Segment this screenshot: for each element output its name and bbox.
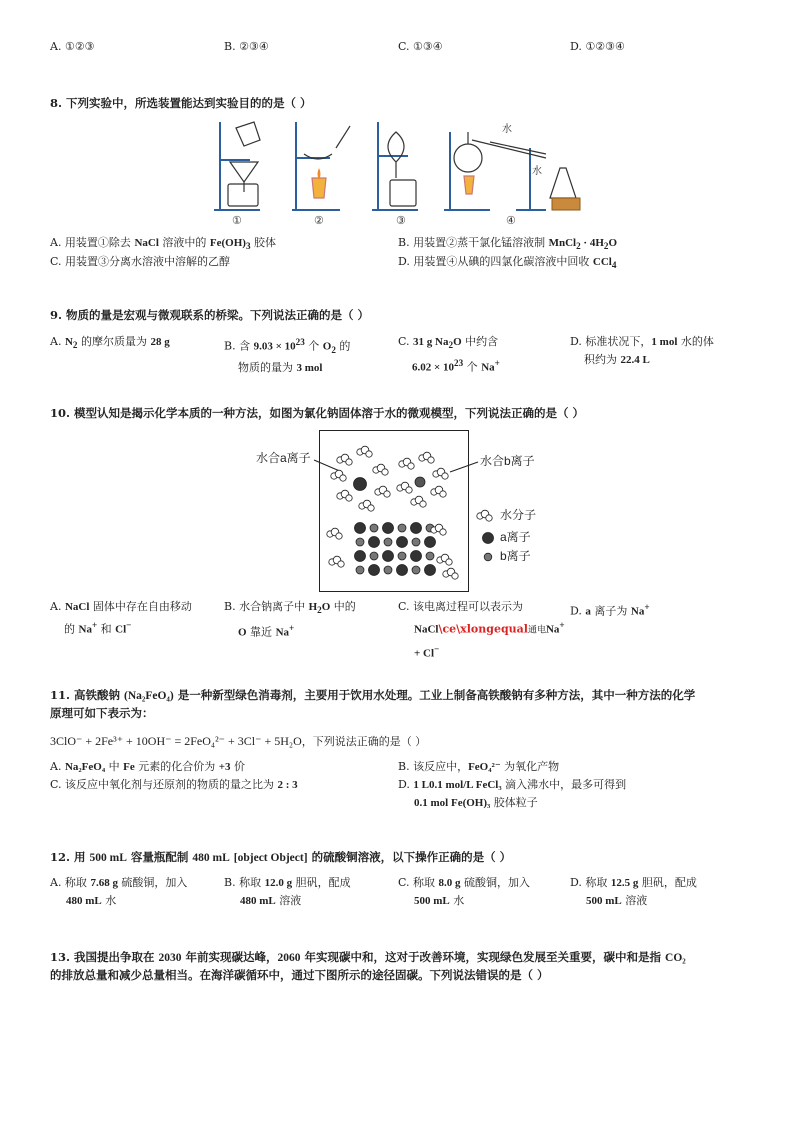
water-molecule-h — [346, 495, 352, 501]
q9-option-c: C. 31 g $Na_2O$ 中约含 $6.02 \times 10^{23}$ 个 Na+ — [398, 335, 500, 374]
water-molecule-h — [420, 501, 426, 507]
q9-option-d: D. 标准状况下，1 mol 水的体 积约为 22.4 L — [570, 335, 714, 366]
q9-stem: 9. 物质的量是宏观与微观联系的桥梁。下列说法正确的是（ ） — [50, 308, 370, 322]
q12-option-a: A. 称取 7.68 g 硫酸铜，加入 480 mL 水 — [50, 876, 188, 907]
legend-b-ion-label: b离子 — [500, 549, 531, 563]
a-ion — [383, 523, 394, 534]
a-ion — [354, 478, 367, 491]
q13-stem-line2: 的排放总量和减少总量相当。在海洋碳循环中，通过下图所示的途径固碳。下列说法错误的是（ ） — [50, 968, 549, 982]
q9-option-a: A. $N_2$ 的摩尔质量为 28 g — [50, 335, 170, 351]
b-ion — [384, 566, 392, 574]
water-molecule-h — [408, 463, 414, 469]
q9-option-b: B. 含 $9.03 \times 10^{23}$ 个 $O_2$ 的 物质的量为 3 mol — [224, 337, 351, 374]
legend-water-label: 水分子 — [500, 508, 537, 522]
water-molecule-h — [446, 559, 452, 565]
water-out-label: 水 — [532, 166, 542, 177]
b-ion — [370, 552, 378, 560]
b-ion — [398, 552, 406, 560]
water-molecule-h — [428, 457, 434, 463]
q11-option-a: A. Na₂FeO₄ 中 Fe 元素的化合价为 +3 价 — [50, 760, 246, 773]
hydrated-a-label: 水合a离子 — [256, 451, 311, 465]
q10-model-figure — [250, 430, 570, 592]
water-molecule-h — [368, 505, 374, 511]
a-ion — [355, 523, 366, 534]
water-molecule-h — [346, 459, 352, 465]
q7-option-a: A. ①②③ — [50, 40, 95, 53]
q8-option-c: C. 用装置③分离水溶液中溶解的乙醇 — [50, 255, 231, 268]
q10-option-b: B. 水合钠离子中 $H_2O$ 中的 O 靠近 Na+ — [224, 600, 356, 639]
a-ion — [411, 523, 422, 534]
a-ion — [425, 537, 436, 548]
b-ion — [356, 538, 364, 546]
q11-option-b: B. 该反应中，FeO₄²⁻ 为氧化产物 — [398, 760, 560, 773]
legend-a-ion-label: a离子 — [500, 530, 531, 544]
water-molecule-h — [366, 451, 372, 457]
water-molecule-h — [440, 491, 446, 497]
q8-option-d: D. 用装置④从碘的四氯化碳溶液中回收 CCl$_4$ — [398, 255, 617, 271]
water-molecule-h — [406, 487, 412, 493]
b-ion — [370, 524, 378, 532]
water-molecule-h — [442, 473, 448, 479]
b-ion — [384, 538, 392, 546]
q8-option-b: B. 用装置②蒸干氯化锰溶液制 MnCl$_2$ · $4H_2O$ — [398, 236, 618, 252]
water-molecule-h — [384, 491, 390, 497]
q10-option-d: D. a 离子为 Na+ — [570, 602, 650, 618]
q8-stem: 8. 下列实验中，所选装置能达到实验目的的是（ ） — [50, 96, 312, 110]
q11-option-c: C. 该反应中氧化剂与还原剂的物质的量之比为 2 : 3 — [50, 778, 298, 791]
water-in-label: 水 — [502, 124, 512, 135]
legend-b-ion-icon — [484, 553, 492, 561]
water-molecule-h — [486, 515, 492, 521]
water-molecule-h — [452, 573, 458, 579]
q8-apparatus-figure — [200, 118, 600, 227]
b-ion — [412, 566, 420, 574]
apparatus-label-3: ③ — [396, 214, 406, 227]
hydrated-b-label: 水合b离子 — [480, 454, 535, 468]
q11-stem-line2: 原理可如下表示为： — [50, 706, 154, 720]
q10-stem: 10. 模型认知是揭示化学本质的一种方法，如图为氯化钠固体溶于水的微观模型，下列说法正确的是（ ） — [50, 406, 585, 420]
b-ion — [356, 566, 364, 574]
b-ion — [426, 552, 434, 560]
apparatus-label-1: ① — [232, 214, 242, 227]
a-ion — [397, 537, 408, 548]
q11-option-d: D. 1 L0.1 mol/L FeCl₃ 滴入沸水中，最多可得到 0.1 mol Fe(OH)₃ 胶体粒子 — [398, 778, 627, 809]
legend-a-ion-icon — [483, 533, 494, 544]
water-molecule-h — [338, 561, 344, 567]
q8-option-a: A. 用装置①除去 NaCl 溶液中的 $Fe(OH)_3$ 胶体 — [50, 236, 277, 252]
q12-option-b: B. 称取 12.0 g 胆矾，配成 480 mL 溶液 — [224, 876, 351, 907]
q7-option-b: B. ②③④ — [224, 40, 269, 53]
b-ion — [412, 538, 420, 546]
apparatus-label-4: ④ — [506, 214, 516, 227]
a-ion — [369, 565, 380, 576]
a-ion — [369, 537, 380, 548]
q10-option-a: A. NaCl 固体中存在自由移动 的 Na+ 和 Cl− — [50, 600, 192, 636]
q11-equation: 3ClO⁻ + 2Fe³⁺ + 10OH⁻ = 2FeO₄²⁻ + 3Cl⁻ + 5H₂O，下列说法正确的是（ ） — [50, 734, 427, 748]
a-ion — [383, 551, 394, 562]
b-ion — [415, 477, 425, 487]
water-molecule-h — [382, 469, 388, 475]
q7-option-c: C. ①③④ — [398, 40, 443, 53]
q10-option-c: C. 该电离过程可以表示为 NaCl\ce\xlongequal通电Na+ + Cl− — [398, 600, 565, 660]
q12-stem: 12. 用 500 mL 容量瓶配制 480 mL [object Object] 的硫酸铜溶液，以下操作正确的是（ ） — [50, 850, 512, 864]
water-molecule-h — [440, 529, 446, 535]
water-molecule-h — [336, 533, 342, 539]
a-ion — [397, 565, 408, 576]
q12-option-d: D. 称取 12.5 g 胆矾，配成 500 mL 溶液 — [570, 876, 697, 907]
q13-stem-line1: 13. 我国提出争取在 2030 年前实现碳达峰，2060 年实现碳中和，这对于改善环境，实现绿色发展至关重要，碳中和是指 CO₂ — [50, 950, 686, 964]
a-ion — [355, 551, 366, 562]
a-ion — [425, 565, 436, 576]
q11-stem-line1: 11. 高铁酸钠 (Na₂FeO₄) 是一种新型绿色消毒剂，主要用于饮用水处理。工业上制备高铁酸钠有多种方法，其中一种方法的化学 — [50, 688, 696, 702]
apparatus-label-2: ② — [314, 214, 324, 227]
b-ion — [398, 524, 406, 532]
q7-option-d: D. ①②③④ — [570, 40, 625, 53]
q12-option-c: C. 称取 8.0 g 硫酸铜，加入 500 mL 水 — [398, 876, 531, 907]
water-molecule-h — [340, 475, 346, 481]
a-ion — [411, 551, 422, 562]
